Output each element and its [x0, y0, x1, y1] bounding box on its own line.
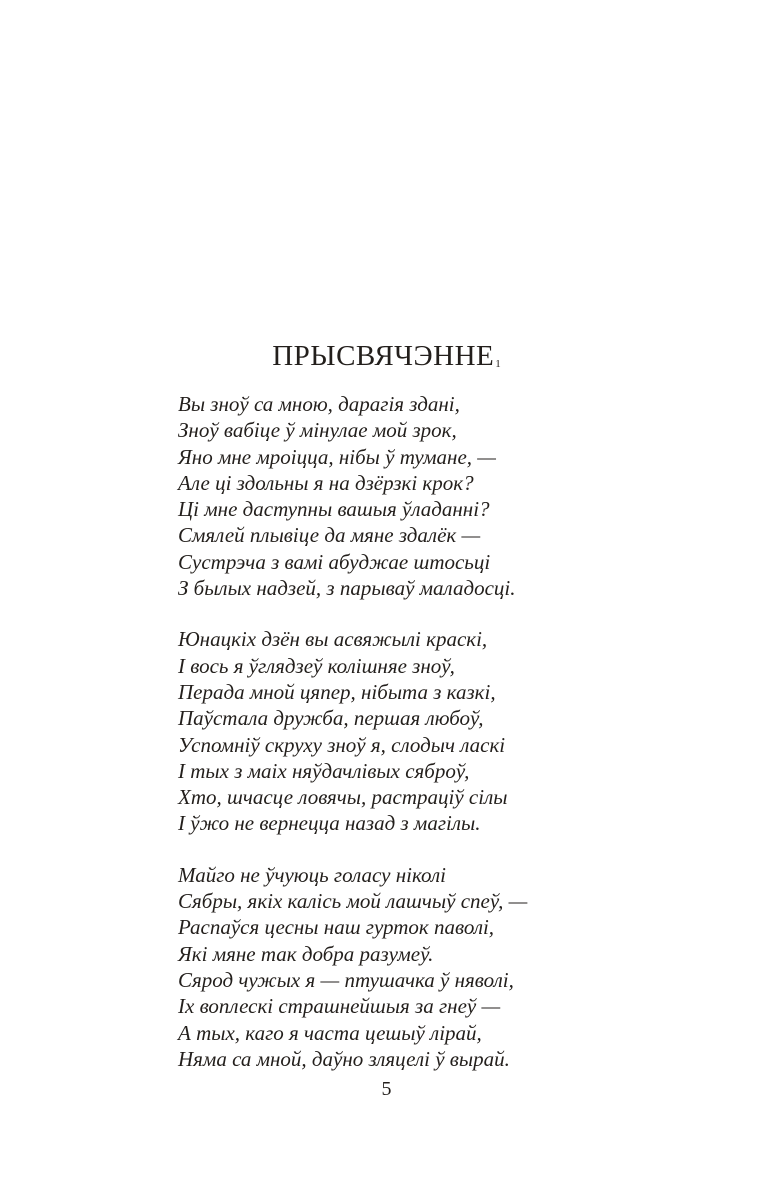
poem-line: І тых з маіх няўдачлівых сяброў, — [178, 758, 470, 783]
poem-line: З былых надзей, з парываў маладосці. — [178, 576, 516, 601]
poem-line: І вось я ўглядзеў колішняе зноў, — [178, 653, 455, 678]
stanza-1 — [178, 391, 738, 601]
page-number: 5 — [381, 1078, 392, 1100]
poem-line: Хто, шчасце ловячы, растраціў сілы — [178, 785, 508, 810]
poem-line: Сябры, якіх калісь мой лашчыў спеў, — — [178, 889, 528, 914]
poem-body — [178, 391, 738, 1097]
poem-line: Іх воплескі страшнейшыя за гнеў — — [178, 994, 501, 1019]
poem-line: Сярод чужых я — птушачка ў няволі, — [178, 967, 514, 992]
poem-line: Паўстала дружба, першая любоў, — [178, 706, 484, 731]
poem-title-text: ПРЫСВЯЧЭННЕ — [272, 340, 495, 372]
poem-line: Перада мной цяпер, нібыта з казкі, — [178, 679, 496, 704]
poem-line: Распаўся цесны наш гурток паволі, — [178, 915, 495, 940]
poem-line: А тых, каго я часта цешыў лірай, — [178, 1020, 482, 1045]
poem-line: Смялей плывіце да мяне здалёк — — [178, 523, 481, 548]
poem-line: Успомніў скруху зноў я, слодыч ласкі — [178, 732, 506, 757]
poem-line: Але ці здольны я на дзёрзкі крок? — [178, 470, 474, 495]
poem-line: Ці мне даступны вашыя ўладанні? — [178, 497, 490, 522]
poem-line: Майго не ўчуюць голасу ніколі — [178, 862, 446, 887]
poem-line: Які мяне так добра разумеў. — [178, 941, 434, 966]
poem-line: І ўжо не вернецца назад з магілы. — [178, 811, 481, 836]
stanza-3 — [178, 862, 738, 1072]
poem-line: Няма са мной, даўно зляцелі ў вырай. — [178, 1046, 510, 1071]
poem-line: Сустрэча з вамі абуджае штосьці — [178, 549, 491, 574]
footnote-marker: 1 — [495, 358, 501, 370]
poem-line: Вы зноў са мною, дарагія здані, — [178, 392, 460, 416]
poem-line: Яно мне мроіцца, нібы ў тумане, — — [178, 444, 496, 469]
poem-title — [0, 336, 773, 376]
stanza-2 — [178, 626, 738, 836]
poem-line: Юнацкіх дзён вы асвяжылі краскі, — [178, 627, 488, 652]
poem-line: Зноў вабіце ў мінулае мой зрок, — [178, 418, 457, 443]
